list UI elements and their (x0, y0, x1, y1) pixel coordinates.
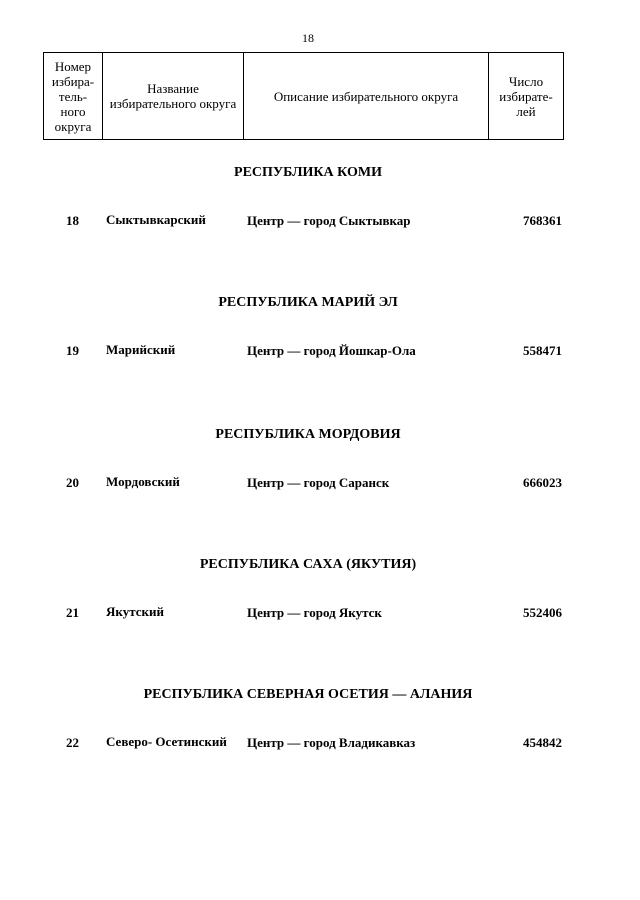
section-north-ossetia (0, 687, 616, 797)
district-name: Сыктывкарский (106, 212, 206, 227)
district-name: Марийский (106, 342, 176, 357)
page-number: 18 (302, 31, 314, 45)
section-mordovia (0, 427, 616, 537)
section-title: РЕСПУБЛИКА КОМИ (234, 165, 382, 180)
district-description: Центр — город Саранск (247, 475, 390, 490)
district-name: Мордовский (106, 474, 180, 489)
section-komi (0, 165, 616, 275)
section-title: РЕСПУБЛИКА МАРИЙ ЭЛ (218, 295, 398, 310)
district-number: 21 (66, 605, 79, 620)
section-title: РЕСПУБЛИКА САХА (ЯКУТИЯ) (199, 557, 417, 572)
column-header-table (43, 52, 564, 140)
district-name: Якутский (106, 604, 164, 619)
district-name: Северо- Осетинский (106, 734, 227, 749)
district-number: 18 (66, 213, 79, 228)
district-description: Центр — город Якутск (247, 605, 382, 620)
district-description: Центр — город Сыктывкар (247, 213, 411, 228)
district-number: 20 (66, 475, 79, 490)
district-number: 22 (66, 735, 79, 750)
voter-count: 768361 (523, 213, 562, 228)
voter-count: 558471 (523, 343, 562, 358)
header-voter-count: Число избирате- лей (489, 53, 564, 140)
header-row (44, 53, 564, 140)
district-description: Центр — город Владикавказ (247, 735, 416, 750)
header-district-number: Номер избира- тель- ного округа (44, 53, 103, 140)
district-number: 19 (66, 343, 79, 358)
header-district-description: Описание избирательного округа (244, 53, 489, 140)
voter-count: 454842 (523, 735, 562, 750)
section-title: РЕСПУБЛИКА МОРДОВИЯ (215, 427, 401, 442)
section-mari-el (0, 295, 616, 405)
header-district-name: Название избирательного округа (103, 53, 244, 140)
section-sakha (0, 557, 616, 667)
district-description: Центр — город Йошкар-Ола (247, 343, 416, 358)
section-title: РЕСПУБЛИКА СЕВЕРНАЯ ОСЕТИЯ — АЛАНИЯ (143, 687, 473, 702)
voter-count: 666023 (523, 475, 562, 490)
voter-count: 552406 (523, 605, 562, 620)
